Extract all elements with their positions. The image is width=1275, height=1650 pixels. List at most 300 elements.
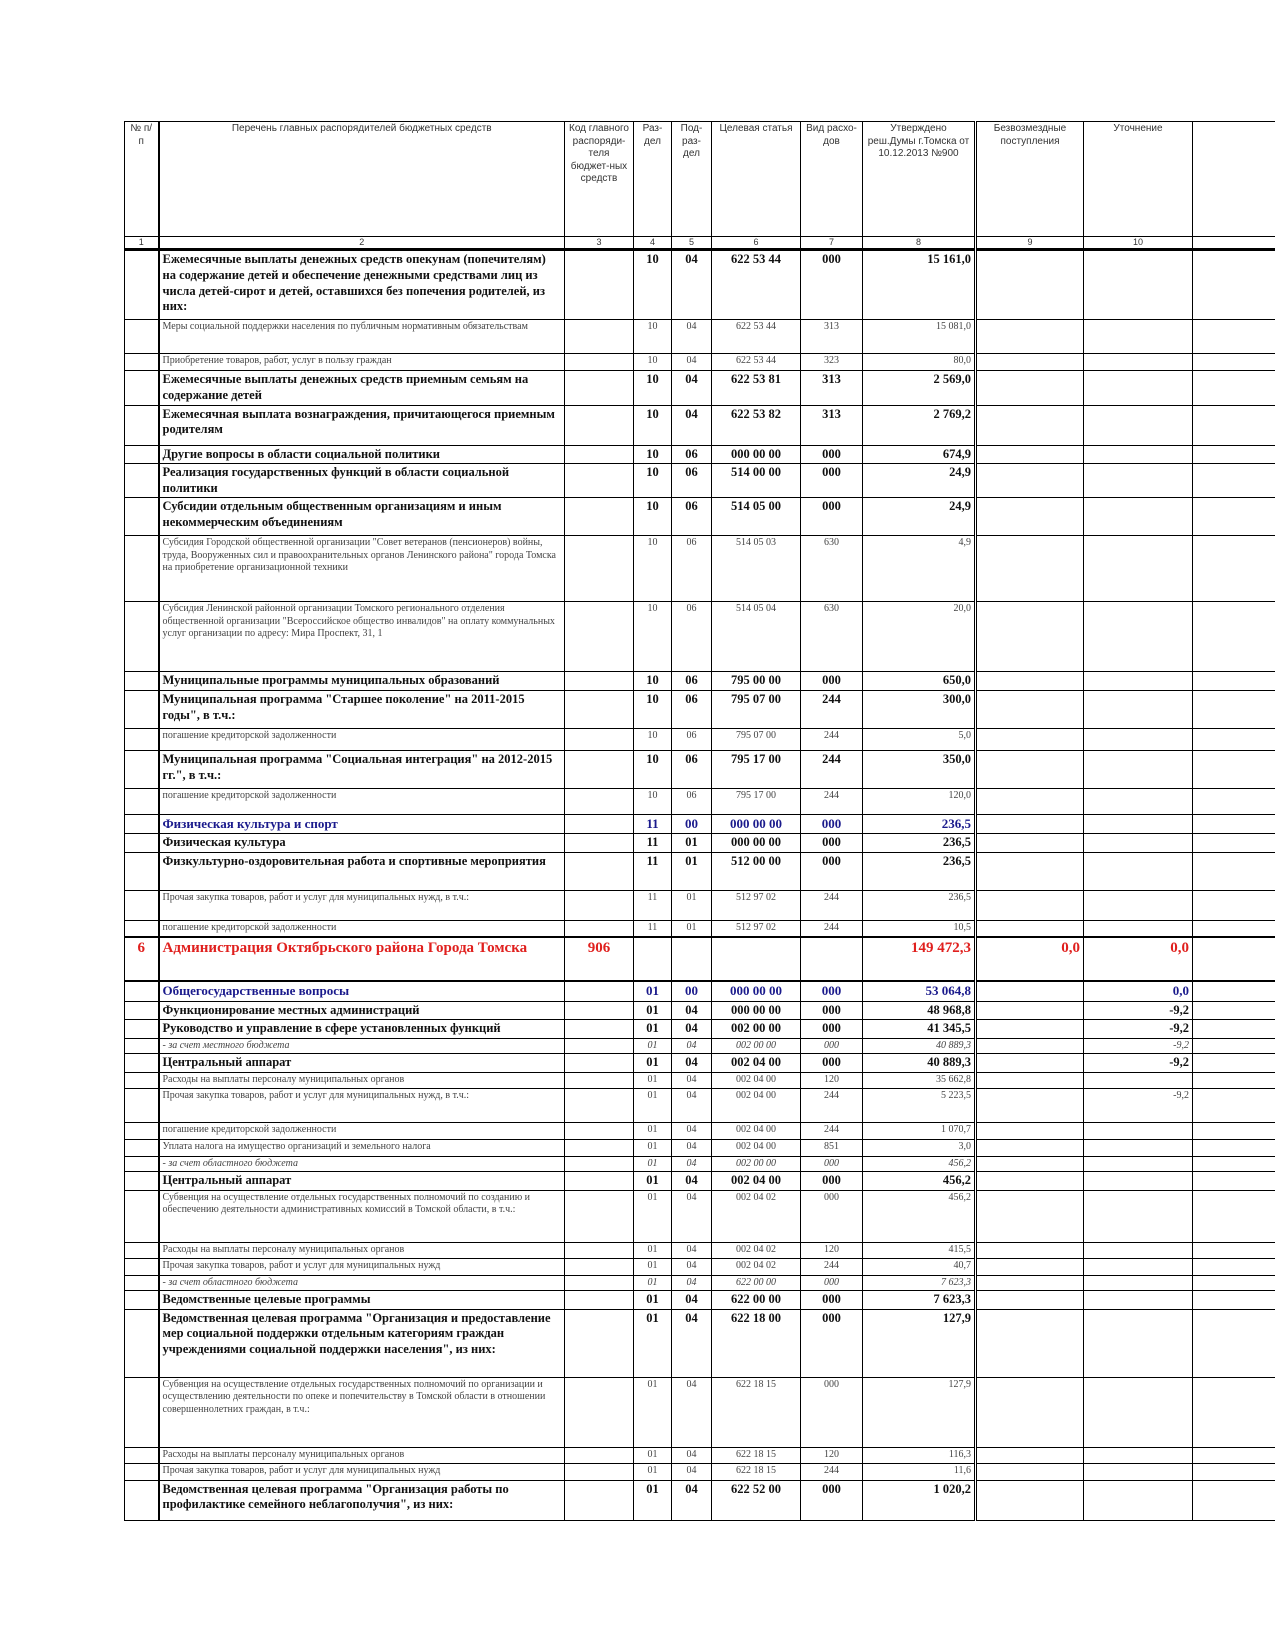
cell-target-item: 002 04 02 (712, 1258, 801, 1275)
cell-section: 10 (634, 354, 672, 371)
cell-section: 10 (634, 729, 672, 751)
cell-section: 01 (634, 1001, 672, 1020)
table-row (125, 1447, 1275, 1463)
cell-name: Ежемесячные выплаты денежных средств опекунам (попечителям) на содержание детей и обеспечение денежными средствами лиц из числа детей-сирот и детей, оставшихся без попечения родителей, из них: (159, 250, 565, 320)
cell-expense-type: 120 (801, 1447, 863, 1463)
cell-target-item: 002 04 02 (712, 1190, 801, 1242)
cell-approved: 236,5 (863, 890, 976, 920)
cell-cut (1193, 1001, 1275, 1020)
cell-gratuitous (976, 1172, 1084, 1191)
cell-clarification (1084, 1172, 1193, 1191)
cell-name: Центральный аппарат (159, 1172, 565, 1191)
cell-target-item (712, 937, 801, 981)
cell-approved: 41 345,5 (863, 1020, 976, 1039)
cell-subsection: 04 (672, 1156, 712, 1172)
cell-expense-type: 120 (801, 1073, 863, 1089)
cell-subsection: 04 (672, 1172, 712, 1191)
cell-section: 10 (634, 464, 672, 498)
cell-subsection: 04 (672, 1020, 712, 1039)
header-code: Код главного распоряди-теля бюджет-ных средств (565, 122, 634, 237)
cell-subsection: 01 (672, 920, 712, 937)
cell-expense-type: 000 (801, 1291, 863, 1310)
cell-name: Расходы на выплаты персоналу муниципальных органов (159, 1242, 565, 1258)
cell-name: Ведомственная целевая программа "Организация и предоставление мер социальной поддержки отдельным категориям граждан учреждениями социальной поддержки населения", из них: (159, 1309, 565, 1377)
cell-gratuitous (976, 1242, 1084, 1258)
cell-subsection: 06 (672, 751, 712, 789)
cell-target-item: 622 52 00 (712, 1480, 801, 1520)
cell-gratuitous (976, 536, 1084, 602)
cell-cut (1193, 920, 1275, 937)
cell-clarification (1084, 1258, 1193, 1275)
cell-target-item: 622 18 15 (712, 1447, 801, 1463)
cell-approved: 24,9 (863, 464, 976, 498)
cell-number (125, 1172, 159, 1191)
cell-number (125, 1275, 159, 1291)
table-row (125, 981, 1275, 1001)
cell-gratuitous (976, 1291, 1084, 1310)
cell-clarification (1084, 890, 1193, 920)
cell-approved: 1 020,2 (863, 1480, 976, 1520)
cell-clarification (1084, 672, 1193, 691)
cell-cut (1193, 1038, 1275, 1054)
cell-section: 11 (634, 852, 672, 890)
cell-gratuitous (976, 751, 1084, 789)
cell-target-item: 795 17 00 (712, 789, 801, 815)
table-row (125, 354, 1275, 371)
cell-name: Физическая культура (159, 834, 565, 853)
cell-cut (1193, 1480, 1275, 1520)
cell-subsection: 04 (672, 1088, 712, 1122)
cell-gratuitous (976, 464, 1084, 498)
header-cut-column (1193, 122, 1275, 237)
cell-name: Реализация государственных функций в области социальной политики (159, 464, 565, 498)
header-subsection: Под-раз-дел (672, 122, 712, 237)
cell-cut (1193, 1190, 1275, 1242)
cell-target-item: 622 53 44 (712, 320, 801, 354)
cell-name: Расходы на выплаты персоналу муниципальных органов (159, 1073, 565, 1089)
cell-cut (1193, 890, 1275, 920)
cell-name: Прочая закупка товаров, работ и услуг для муниципальных нужд, в т.ч.: (159, 890, 565, 920)
cell-target-item: 622 18 15 (712, 1377, 801, 1447)
cell-name: Ведомственная целевая программа "Организация работы по профилактике семейного неблагополучия", из них: (159, 1480, 565, 1520)
cell-subsection: 04 (672, 1258, 712, 1275)
cell-number (125, 1377, 159, 1447)
header-approved: Утверждено реш.Думы г.Томска от 10.12.2013 №900 (863, 122, 976, 237)
cell-section: 11 (634, 834, 672, 853)
cell-number (125, 920, 159, 937)
cell-approved: 120,0 (863, 789, 976, 815)
cell-section: 10 (634, 691, 672, 729)
cell-gratuitous (976, 498, 1084, 536)
header-name: Перечень главных распорядителей бюджетных средств (159, 122, 565, 237)
cell-subsection: 01 (672, 834, 712, 853)
cell-section: 10 (634, 445, 672, 464)
cell-clarification (1084, 1377, 1193, 1447)
cell-code (565, 250, 634, 320)
cell-cut (1193, 834, 1275, 853)
cell-section: 01 (634, 1020, 672, 1039)
cell-cut (1193, 371, 1275, 405)
cell-number (125, 729, 159, 751)
cell-target-item: 622 53 44 (712, 250, 801, 320)
colnum-5: 5 (672, 237, 712, 250)
cell-number (125, 834, 159, 853)
cell-name: Ежемесячные выплаты денежных средств приемным семьям на содержание детей (159, 371, 565, 405)
cell-number (125, 320, 159, 354)
cell-cut (1193, 320, 1275, 354)
cell-gratuitous (976, 1001, 1084, 1020)
cell-section: 01 (634, 1275, 672, 1291)
cell-gratuitous (976, 1480, 1084, 1520)
cell-number (125, 1054, 159, 1073)
cell-number (125, 1242, 159, 1258)
cell-name: Муниципальная программа "Социальная интеграция" на 2012-2015 гг.", в т.ч.: (159, 751, 565, 789)
cell-approved: 40 889,3 (863, 1038, 976, 1054)
cell-section: 10 (634, 320, 672, 354)
cell-number (125, 1447, 159, 1463)
header-number: № п/п (125, 122, 159, 237)
cell-name: Субвенция на осуществление отдельных государственных полномочий по созданию и обеспечению деятельности административных комиссий в Томской области, в т.ч.: (159, 1190, 565, 1242)
table-row (125, 890, 1275, 920)
cell-cut (1193, 1088, 1275, 1122)
cell-expense-type: 000 (801, 672, 863, 691)
cell-target-item: 000 00 00 (712, 981, 801, 1001)
cell-approved: 35 662,8 (863, 1073, 976, 1089)
cell-section: 10 (634, 789, 672, 815)
cell-number (125, 464, 159, 498)
cell-code (565, 789, 634, 815)
cell-expense-type: 000 (801, 250, 863, 320)
cell-section: 01 (634, 1156, 672, 1172)
cell-number (125, 890, 159, 920)
cell-number (125, 1073, 159, 1089)
table-row (125, 937, 1275, 981)
cell-expense-type (801, 937, 863, 981)
cell-expense-type: 000 (801, 1054, 863, 1073)
cell-expense-type: 000 (801, 981, 863, 1001)
cell-name: Муниципальные программы муниципальных образований (159, 672, 565, 691)
cell-section: 10 (634, 536, 672, 602)
cell-subsection (672, 937, 712, 981)
table-row (125, 1073, 1275, 1089)
cell-clarification: -9,2 (1084, 1054, 1193, 1073)
cell-expense-type: 000 (801, 1020, 863, 1039)
cell-cut (1193, 1463, 1275, 1480)
cell-section: 01 (634, 1242, 672, 1258)
cell-section: 01 (634, 1291, 672, 1310)
cell-clarification (1084, 1073, 1193, 1089)
table-row (125, 1258, 1275, 1275)
cell-clarification (1084, 371, 1193, 405)
cell-name: Субсидия Ленинской районной организации Томского регионального отделения общественной организации "Всероссийское общество инвалидов" на оплату коммунальных услуг организации по адресу: Мира Проспект, 31, 1 (159, 602, 565, 672)
cell-subsection: 06 (672, 691, 712, 729)
cell-code (565, 1480, 634, 1520)
column-number-row (125, 237, 1275, 250)
cell-section: 01 (634, 1172, 672, 1191)
budget-document-page (124, 121, 1275, 1521)
cell-expense-type: 630 (801, 602, 863, 672)
cell-expense-type: 313 (801, 371, 863, 405)
cell-subsection: 04 (672, 1139, 712, 1156)
cell-expense-type: 000 (801, 834, 863, 853)
colnum-1: 1 (125, 237, 159, 250)
cell-code (565, 1020, 634, 1039)
table-row (125, 1172, 1275, 1191)
cell-code (565, 371, 634, 405)
table-row (125, 1038, 1275, 1054)
cell-cut (1193, 405, 1275, 445)
table-row (125, 536, 1275, 602)
colnum-2: 2 (159, 237, 565, 250)
cell-gratuitous (976, 354, 1084, 371)
cell-name: Приобретение товаров, работ, услуг в пользу граждан (159, 354, 565, 371)
cell-number (125, 815, 159, 834)
cell-expense-type: 000 (801, 852, 863, 890)
colnum-7: 7 (801, 237, 863, 250)
cell-gratuitous (976, 834, 1084, 853)
table-row (125, 1480, 1275, 1520)
cell-section: 01 (634, 981, 672, 1001)
cell-target-item: 000 00 00 (712, 445, 801, 464)
cell-name: погашение кредиторской задолженности (159, 1122, 565, 1139)
cell-expense-type: 000 (801, 1190, 863, 1242)
cell-cut (1193, 1172, 1275, 1191)
cell-expense-type: 000 (801, 1038, 863, 1054)
cell-subsection: 06 (672, 729, 712, 751)
cell-expense-type: 000 (801, 445, 863, 464)
cell-gratuitous (976, 1309, 1084, 1377)
cell-expense-type: 000 (801, 1172, 863, 1191)
header-clarification: Уточнение (1084, 122, 1193, 237)
cell-target-item: 622 53 81 (712, 371, 801, 405)
cell-expense-type: 000 (801, 815, 863, 834)
table-row (125, 464, 1275, 498)
cell-name: Функционирование местных администраций (159, 1001, 565, 1020)
table-row (125, 1156, 1275, 1172)
cell-code (565, 1291, 634, 1310)
cell-name: Прочая закупка товаров, работ и услуг для муниципальных нужд (159, 1463, 565, 1480)
cell-section: 01 (634, 1038, 672, 1054)
cell-number (125, 1139, 159, 1156)
colnum-10: 10 (1084, 237, 1193, 250)
cell-expense-type: 000 (801, 1377, 863, 1447)
cell-name: погашение кредиторской задолженности (159, 920, 565, 937)
cell-target-item: 514 05 04 (712, 602, 801, 672)
cell-approved: 10,5 (863, 920, 976, 937)
cell-code (565, 1088, 634, 1122)
table-row (125, 834, 1275, 853)
cell-number (125, 789, 159, 815)
cell-cut (1193, 602, 1275, 672)
cell-code (565, 920, 634, 937)
budget-table (124, 121, 1275, 1521)
cell-clarification (1084, 1480, 1193, 1520)
cell-target-item: 002 00 00 (712, 1020, 801, 1039)
cell-cut (1193, 1122, 1275, 1139)
cell-cut (1193, 852, 1275, 890)
cell-subsection: 04 (672, 250, 712, 320)
cell-approved: 2 569,0 (863, 371, 976, 405)
cell-name: Субсидии отдельным общественным организациям и иным некоммерческим объединениям (159, 498, 565, 536)
cell-approved: 4,9 (863, 536, 976, 602)
cell-gratuitous (976, 445, 1084, 464)
cell-approved: 2 769,2 (863, 405, 976, 445)
table-row (125, 1291, 1275, 1310)
cell-clarification (1084, 1275, 1193, 1291)
cell-target-item: 002 00 00 (712, 1038, 801, 1054)
cell-clarification (1084, 729, 1193, 751)
cell-number (125, 498, 159, 536)
cell-number (125, 981, 159, 1001)
cell-subsection: 04 (672, 354, 712, 371)
cell-code (565, 1073, 634, 1089)
cell-name: - за счет областного бюджета (159, 1275, 565, 1291)
cell-code (565, 405, 634, 445)
cell-approved: 20,0 (863, 602, 976, 672)
cell-number (125, 691, 159, 729)
cell-target-item: 622 18 00 (712, 1309, 801, 1377)
cell-code (565, 751, 634, 789)
cell-cut (1193, 937, 1275, 981)
cell-approved: 40,7 (863, 1258, 976, 1275)
cell-cut (1193, 729, 1275, 751)
cell-target-item: 622 00 00 (712, 1275, 801, 1291)
cell-expense-type: 244 (801, 1088, 863, 1122)
table-row (125, 1275, 1275, 1291)
table-header (125, 122, 1275, 237)
cell-number (125, 405, 159, 445)
cell-expense-type: 244 (801, 729, 863, 751)
cell-clarification: -9,2 (1084, 1088, 1193, 1122)
colnum-3: 3 (565, 237, 634, 250)
table-row (125, 815, 1275, 834)
cell-approved: 456,2 (863, 1190, 976, 1242)
cell-name: Субсидия Городской общественной организации "Совет ветеранов (пенсионеров) войны, труда, Вооруженных сил и правоохранительных органов Ленинского района" города Томска на приобретение организационной техники (159, 536, 565, 602)
cell-code (565, 1001, 634, 1020)
cell-section: 01 (634, 1088, 672, 1122)
table-row (125, 729, 1275, 751)
cell-section: 11 (634, 890, 672, 920)
cell-cut (1193, 1275, 1275, 1291)
cell-gratuitous (976, 1377, 1084, 1447)
cell-target-item: 622 18 15 (712, 1463, 801, 1480)
cell-subsection: 00 (672, 981, 712, 1001)
cell-subsection: 06 (672, 464, 712, 498)
table-row (125, 920, 1275, 937)
cell-target-item: 514 00 00 (712, 464, 801, 498)
table-row (125, 1190, 1275, 1242)
cell-section: 10 (634, 250, 672, 320)
cell-code (565, 815, 634, 834)
cell-number (125, 1258, 159, 1275)
cell-cut (1193, 1020, 1275, 1039)
cell-code (565, 1122, 634, 1139)
cell-name: Прочая закупка товаров, работ и услуг для муниципальных нужд (159, 1258, 565, 1275)
cell-clarification (1084, 1156, 1193, 1172)
cell-expense-type: 000 (801, 1309, 863, 1377)
cell-subsection: 06 (672, 536, 712, 602)
cell-target-item: 002 04 00 (712, 1073, 801, 1089)
table-row (125, 371, 1275, 405)
cell-name: Другие вопросы в области социальной политики (159, 445, 565, 464)
cell-number (125, 852, 159, 890)
table-row (125, 1309, 1275, 1377)
cell-clarification (1084, 498, 1193, 536)
cell-clarification (1084, 1242, 1193, 1258)
cell-approved: 80,0 (863, 354, 976, 371)
cell-approved: 300,0 (863, 691, 976, 729)
cell-clarification (1084, 1447, 1193, 1463)
table-row (125, 405, 1275, 445)
cell-approved: 7 623,3 (863, 1275, 976, 1291)
cell-number (125, 1463, 159, 1480)
table-row (125, 1377, 1275, 1447)
cell-code (565, 1054, 634, 1073)
table-row (125, 1122, 1275, 1139)
cell-code (565, 464, 634, 498)
table-row (125, 445, 1275, 464)
table-row (125, 672, 1275, 691)
cell-clarification (1084, 852, 1193, 890)
cell-target-item: 000 00 00 (712, 815, 801, 834)
cell-cut (1193, 1054, 1275, 1073)
cell-gratuitous (976, 602, 1084, 672)
cell-clarification (1084, 815, 1193, 834)
cell-approved: 3,0 (863, 1139, 976, 1156)
cell-name: Муниципальная программа "Старшее поколение" на 2011-2015 годы", в т.ч.: (159, 691, 565, 729)
cell-clarification (1084, 320, 1193, 354)
cell-approved: 48 968,8 (863, 1001, 976, 1020)
cell-expense-type: 000 (801, 1156, 863, 1172)
cell-subsection: 06 (672, 789, 712, 815)
cell-clarification (1084, 250, 1193, 320)
cell-target-item: 512 97 02 (712, 890, 801, 920)
cell-name: Меры социальной поддержки населения по публичным нормативным обязательствам (159, 320, 565, 354)
cell-cut (1193, 445, 1275, 464)
cell-approved: 127,9 (863, 1377, 976, 1447)
cell-section: 01 (634, 1463, 672, 1480)
cell-expense-type: 244 (801, 1258, 863, 1275)
cell-code (565, 1258, 634, 1275)
table-row (125, 1139, 1275, 1156)
cell-target-item: 622 53 82 (712, 405, 801, 445)
cell-gratuitous (976, 920, 1084, 937)
cell-target-item: 622 53 44 (712, 354, 801, 371)
cell-section: 11 (634, 920, 672, 937)
cell-subsection: 01 (672, 852, 712, 890)
cell-expense-type: 244 (801, 691, 863, 729)
cell-target-item: 514 05 00 (712, 498, 801, 536)
cell-name: Ежемесячная выплата вознаграждения, причитающегося приемным родителям (159, 405, 565, 445)
cell-expense-type: 244 (801, 789, 863, 815)
cell-subsection: 04 (672, 1001, 712, 1020)
cell-clarification (1084, 691, 1193, 729)
cell-name: - за счет местного бюджета (159, 1038, 565, 1054)
cell-code: 906 (565, 937, 634, 981)
cell-gratuitous (976, 1038, 1084, 1054)
cell-name: Общегосударственные вопросы (159, 981, 565, 1001)
cell-subsection: 04 (672, 1054, 712, 1073)
cell-section: 10 (634, 405, 672, 445)
cell-name: Субвенция на осуществление отдельных государственных полномочий по организации и осуществлению деятельности по опеке и попечительству в Томской области в отношении совершеннолетних граждан, в т.ч.: (159, 1377, 565, 1447)
cell-cut (1193, 1309, 1275, 1377)
cell-code (565, 1156, 634, 1172)
cell-subsection: 04 (672, 320, 712, 354)
cell-section: 01 (634, 1054, 672, 1073)
cell-name: - за счет областного бюджета (159, 1156, 565, 1172)
cell-cut (1193, 250, 1275, 320)
cell-gratuitous (976, 890, 1084, 920)
